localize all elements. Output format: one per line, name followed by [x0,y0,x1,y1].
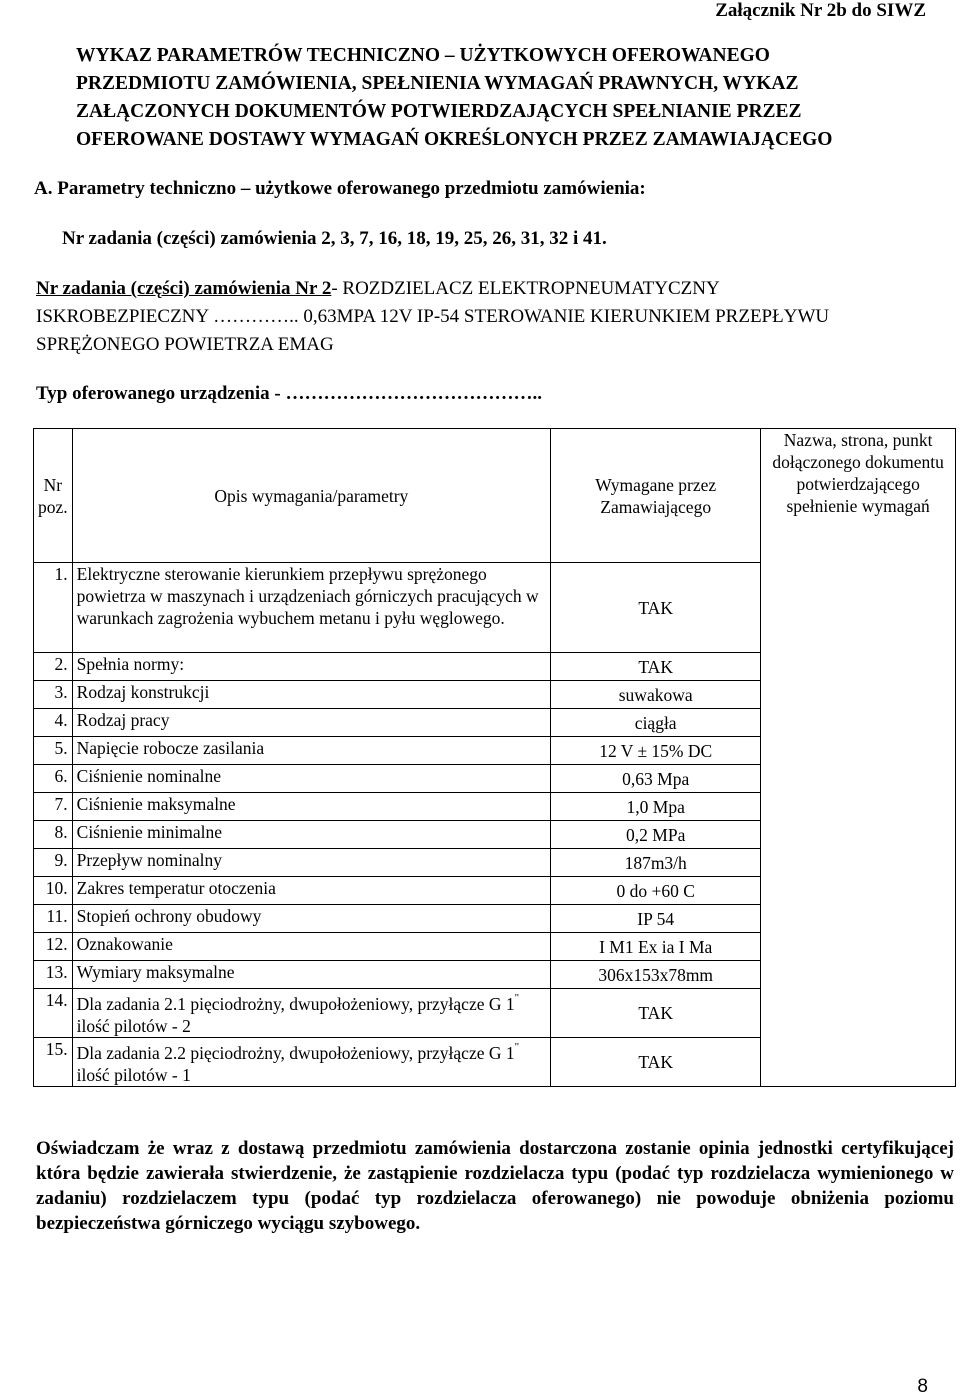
document-title [76,42,936,154]
subject-text: - ROZDZIELACZ ELEKTROPNEUMATYCZNY ISKROBEZPIECZNY ………….. 0,63MPA 12V IP-54 STEROWANIE KIERUNKIEM PRZEPŁYWU SPRĘŻONEGO POWIETRZA EMAG [36,278,830,355]
row-description: Ciśnienie minimalne [72,821,550,849]
row-number: 14. [34,989,73,1038]
requirements-table [33,428,956,1087]
annex-label: Załącznik Nr 2b do SIWZ [715,0,926,21]
row-number: 11. [34,905,73,933]
row-number: 15. [34,1037,73,1086]
title-line: ZAŁĄCZONYCH DOKUMENTÓW POTWIERDZAJĄCYCH SPEŁNIANIE PRZEZ [76,101,802,122]
row-number: 7. [34,793,73,821]
row-description: Ciśnienie nominalne [72,765,550,793]
subject-label: Nr zadania (części) zamówienia Nr 2 [36,278,332,299]
row-description-part: Dla zadania 2.1 pięciodrożny, dwupołożeniowy, przyłącze G 1 [76,993,515,1014]
header-document: Nazwa, strona, punkt dołączonego dokumentu potwierdzającego spełnienie wymagań [761,429,956,1087]
row-number: 1. [34,563,73,653]
row-description: Rodzaj pracy [72,709,550,737]
row-required-value: 12 V ± 15% DC [551,737,761,765]
title-line: PRZEDMIOTU ZAMÓWIENIA, SPEŁNIENIA WYMAGAŃ PRAWNYCH, WYKAZ [76,73,799,94]
row-required-value: ciągła [551,709,761,737]
row-number: 10. [34,877,73,905]
row-required-value: 187m3/h [551,849,761,877]
row-number: 13. [34,961,73,989]
row-description-part: ilość pilotów - 2 [76,1015,191,1036]
row-description: Stopień ochrony obudowy [72,905,550,933]
row-description-part: ilość pilotów - 1 [76,1064,191,1085]
row-required-value: 306x153x78mm [551,961,761,989]
row-required-value: 0,2 MPa [551,821,761,849]
row-required-value: 1,0 Mpa [551,793,761,821]
row-description [72,989,550,1038]
row-number: 8. [34,821,73,849]
row-description: Wymiary maksymalne [72,961,550,989]
device-type-line: Typ oferowanego urządzenia - ………………………………….. [36,383,542,404]
row-description [72,1037,550,1086]
task-numbers: Nr zadania (części) zamówienia 2, 3, 7, 16, 18, 19, 25, 26, 31, 32 i 41. [62,228,607,249]
row-required-value: suwakowa [551,681,761,709]
row-description: Elektryczne sterowanie kierunkiem przepływu sprężonego powietrza w maszynach i urządzeniach górniczych pracujących w warunkach zagrożenia wybuchem metanu i pyłu węglowego. [72,563,550,653]
section-a-heading: A. Parametry techniczno – użytkowe oferowanego przedmiotu zamówienia: [34,178,646,199]
declaration-statement: Oświadczam że wraz z dostawą przedmiotu zamówienia dostarczona zostanie opinia jednostki certyfikującej która będzie zawierała stwierdzenie, że zastąpienie rozdzielacza typu (podać typ rozdzielacza wymienionego w zadaniu) rozdzielaczem typu (podać typ rozdzielacza oferowanego) nie powoduje obniżenia poziomu bezpieczeństwa górniczego wyciągu szybowego. [36,1138,954,1234]
row-required-value: 0 do +60 C [551,877,761,905]
row-description: Oznakowanie [72,933,550,961]
table-header-row [34,429,956,563]
row-number: 2. [34,653,73,681]
row-description: Zakres temperatur otoczenia [72,877,550,905]
row-number: 6. [34,765,73,793]
title-line: WYKAZ PARAMETRÓW TECHNICZNO – UŻYTKOWYCH OFEROWANEGO [76,45,770,66]
header-nr: Nr poz. [34,429,73,563]
row-required-value: TAK [551,989,761,1038]
page-number: 8 [917,1376,928,1397]
header-required: Wymagane przez Zamawiającego [551,429,761,563]
row-number: 12. [34,933,73,961]
row-description-part: Dla zadania 2.2 pięciodrożny, dwupołożeniowy, przyłącze G 1 [76,1042,515,1063]
row-required-value: TAK [551,653,761,681]
row-required-value: I M1 Ex ia I Ma [551,933,761,961]
row-required-value: TAK [551,1037,761,1086]
row-description: Napięcie robocze zasilania [72,737,550,765]
row-number: 3. [34,681,73,709]
title-line: OFEROWANE DOSTAWY WYMAGAŃ OKREŚLONYCH PRZEZ ZAMAWIAJĄCEGO [76,129,833,150]
row-number: 9. [34,849,73,877]
row-required-value: 0,63 Mpa [551,765,761,793]
row-description: Spełnia normy: [72,653,550,681]
row-number: 5. [34,737,73,765]
row-required-value: TAK [551,563,761,653]
subject-description [36,275,836,359]
header-description: Opis wymagania/parametry [72,429,550,563]
row-required-value: IP 54 [551,905,761,933]
row-description: Przepływ nominalny [72,849,550,877]
row-description: Ciśnienie maksymalne [72,793,550,821]
row-description: Rodzaj konstrukcji [72,681,550,709]
row-number: 4. [34,709,73,737]
inch-symbol: " [514,992,520,1004]
inch-symbol: " [514,1040,520,1053]
